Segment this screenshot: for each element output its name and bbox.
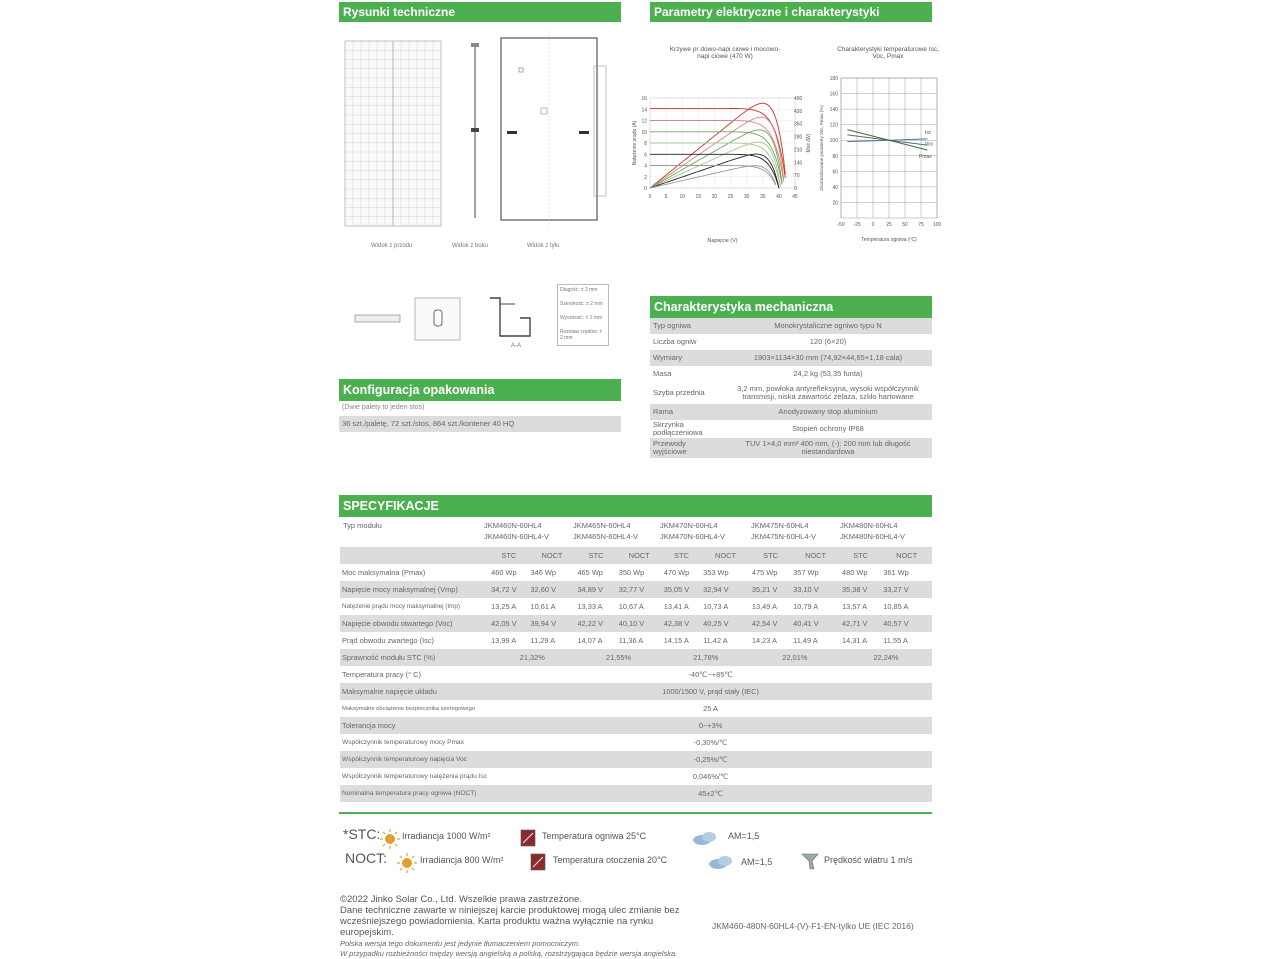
model-5-variant: JKM480N-60HL4-V (840, 532, 906, 541)
model-3-variant: JKM470N-60HL4-V (660, 532, 726, 541)
module-type-label: Typ modułu (343, 521, 382, 530)
iv-x-tick: 10 (679, 194, 686, 200)
spec-common-row (340, 751, 932, 768)
specs-header-text: SPECYFIKACJE (343, 499, 439, 513)
tolerances-box (557, 284, 609, 346)
iv-y2-tick: 70 (794, 173, 800, 180)
iv-y-tick: 8 (644, 141, 647, 147)
wind-icon (800, 851, 820, 871)
model-2-variant: JKM465N-60HL4-V (573, 532, 639, 541)
mech-row (650, 420, 932, 438)
temp-y-tick: 120 (829, 122, 838, 129)
spec-value: 40,25 V (703, 619, 729, 628)
iv-y-tick: 16 (641, 96, 647, 102)
mech-label: Szyba przednia (653, 388, 705, 397)
model-5 (840, 520, 905, 542)
iv-chart (630, 88, 812, 248)
iv-y2-tick: 0 (794, 186, 797, 192)
iv-x-tick: 35 (759, 194, 766, 200)
model-2 (573, 520, 638, 542)
efficiency-value: 21,55% (606, 653, 632, 662)
iv-y2-tick: 420 (794, 108, 803, 115)
stc-air-mass: AM=1,5 (728, 831, 760, 841)
noct-label: NOCT (541, 551, 563, 560)
temp-x-tick: 0 (871, 222, 875, 228)
spec-value: 10,79 A (793, 602, 819, 611)
iv-y-tick: 12 (641, 118, 647, 125)
ambient-temperature-icon (530, 853, 546, 871)
spec-value: 470 Wp (663, 568, 690, 577)
spec-value: 13,57 A (841, 602, 868, 611)
spec-value: 11,55 A (883, 636, 908, 645)
iv-y2-tick: 490 (794, 96, 803, 102)
tolerance-width: Szerokość: ± 2 mm (560, 301, 603, 307)
spec-value: 480 Wp (841, 568, 868, 577)
noct-label: NOCT (805, 551, 827, 560)
tolerance-length: Długość: ± 2 mm (560, 287, 598, 293)
sun-icon (397, 853, 417, 873)
packaging-header (339, 379, 621, 401)
iv-y2-tick: 140 (794, 160, 803, 167)
spec-value: 40,41 V (793, 619, 819, 628)
spec-common-value: -0,30%/℃ (693, 738, 728, 747)
noct-conditions-label: NOCT: (345, 850, 387, 866)
noct-label: NOCT (628, 551, 650, 560)
cloud-icon (706, 853, 736, 871)
drawings-header (339, 2, 621, 22)
model-1 (484, 520, 549, 542)
stc-irradiance: Irradiancja 1000 W/m² (402, 831, 491, 841)
temp-x-tick: 25 (886, 222, 892, 228)
iv-x-tick: 45 (792, 194, 798, 200)
spec-value: 13,33 A (577, 602, 603, 611)
spec-value: 33,10 V (793, 585, 819, 594)
mech-value: TUV 1×4,0 mm² 400 mm, (-): 200 mm lub długość niestandardowa (745, 439, 911, 456)
model-2-name: JKM465N-60HL4 (573, 521, 631, 530)
spec-value: 460 Wp (491, 568, 517, 577)
mech-row (650, 438, 932, 458)
noct-air-mass: AM=1,5 (741, 857, 773, 867)
spec-value: 14,31 A (841, 636, 868, 645)
side-view-caption: Widok z boku (452, 243, 489, 249)
noct-label: NOCT (715, 551, 736, 560)
iv-y-tick: 10 (641, 129, 647, 136)
spec-value: 13,49 A (751, 602, 777, 611)
temp-legend-voc: Voc (925, 141, 934, 148)
efficiency-row (340, 649, 932, 666)
spec-value: 10,61 A (530, 602, 556, 611)
spec-common-value: 0~+3% (698, 721, 723, 730)
spec-common-row (340, 700, 932, 717)
temp-x-tick: -50 (837, 222, 845, 228)
packaging-header-text: Konfiguracja opakowania (343, 383, 495, 397)
efficiency-label: Sprawność modułu STC (%) (342, 653, 436, 662)
spec-value: 350 Wp (618, 568, 645, 577)
mech-row (650, 334, 932, 350)
spec-common-label: Współczynnik temperaturowy napięcia Voc (342, 756, 467, 763)
iv-x-label: Napięcie (V) (707, 238, 738, 244)
model-4-name: JKM475N-60HL4 (751, 521, 809, 530)
iv-y2-tick: 210 (794, 147, 803, 154)
spec-value: 361 Wp (883, 568, 909, 577)
translation-note-1: Polska wersja tego dokumentu jest jedynie tłumaczeniem pomocniczym. (340, 939, 581, 948)
temp-x-tick: 100 (932, 222, 942, 228)
temp-y-tick: 60 (832, 169, 838, 176)
stc-cell-temperature: Temperatura ogniwa 25°C (542, 831, 647, 841)
model-3 (660, 520, 725, 542)
stc-label: STC (763, 551, 778, 560)
temp-legend-isc: Isc (925, 130, 932, 136)
specs-bottom-rule (339, 812, 932, 814)
spec-value: 34,72 V (491, 585, 517, 594)
specs-header (339, 495, 932, 517)
iv-y-label: Natężenie prądu (A) (632, 120, 638, 166)
iv-y-tick: 2 (644, 174, 647, 181)
stc-label: STC (674, 551, 689, 560)
spec-common-row (340, 683, 932, 700)
temp-y-tick: 40 (832, 184, 838, 191)
spec-common-label: Współczynnik temperaturowy natężenia prądu Isc (342, 773, 488, 780)
spec-common-value: 0,046%/℃ (692, 772, 729, 781)
model-1-variant: JKM460N-60HL4-V (484, 532, 550, 541)
mech-label: Liczba ogniw (653, 337, 697, 346)
spec-row (340, 632, 932, 649)
spec-value: 475 Wp (751, 568, 778, 577)
spec-common-label: Współczynnik temperaturowy mocy Pmax (342, 739, 465, 746)
packaging-value: 36 szt./paletę, 72 szt./stos, 864 szt./kontener 40 HQ (339, 416, 621, 432)
packaging-note: (Dwie palety to jeden stos) (342, 404, 425, 411)
spec-value: 34,89 V (577, 585, 603, 594)
mechanical-header-text: Charakterystyka mechaniczna (654, 300, 834, 314)
drawings-header-text: Rysunki techniczne (343, 5, 456, 19)
sun-icon (380, 829, 400, 849)
spec-value: 11,42 A (703, 636, 728, 645)
spec-value: 13,41 A (663, 602, 689, 611)
stc-label: STC (501, 551, 517, 560)
spec-common-label: Maksymalne obciążenie bezpiecznika szeregowego (342, 705, 476, 712)
model-5-name: JKM480N-60HL4 (840, 521, 898, 530)
spec-common-row (340, 785, 932, 802)
spec-value: 40,10 V (618, 619, 645, 628)
spec-value: 465 Wp (577, 568, 603, 577)
spec-value: 353 Wp (703, 568, 729, 577)
stc-label: STC (588, 551, 604, 560)
spec-common-row (340, 666, 932, 683)
spec-value: 357 Wp (793, 568, 819, 577)
iv-y-tick: 6 (644, 152, 647, 159)
spec-value: 32,77 V (618, 585, 645, 594)
spec-common-row (340, 768, 932, 785)
mech-label: Masa (653, 369, 672, 378)
temp-y-tick: 20 (832, 200, 838, 207)
electrical-header (650, 2, 932, 39)
mech-value: 3,2 mm, powłoka antyrefleksyjna, wysoki współczynnik transmisji, niska zawartość żelaza, szkło hartowane (737, 384, 919, 401)
model-3-name: JKM470N-60HL4 (660, 521, 718, 530)
stc-conditions-label: *STC: (343, 826, 381, 842)
stc-label: STC (853, 551, 868, 560)
mech-value: 1903×1134×30 mm (74,92×44,65×1,18 cala) (753, 353, 903, 362)
spec-row-label: Moc maksymalna (Pmax) (342, 568, 426, 577)
temp-y-tick: 140 (829, 107, 838, 114)
spec-value: 346 Wp (530, 568, 556, 577)
spec-common-value: -40℃~+85℃ (688, 670, 733, 679)
temp-y-tick: 80 (832, 153, 838, 160)
iv-x-tick: 40 (776, 194, 782, 200)
mech-value: Anodyzowany stop aluminium (778, 407, 878, 416)
spec-value: 42,71 V (841, 619, 868, 628)
efficiency-value: 22,01% (782, 653, 808, 662)
spec-value: 10,85 A (883, 602, 909, 611)
temp-legend-pmax: Pmax (919, 154, 932, 161)
spec-value: 11,36 A (618, 636, 644, 645)
spec-common-label: Maksymalne napięcie układu (342, 687, 437, 696)
efficiency-value: 21,32% (519, 653, 545, 662)
spec-common-row (340, 717, 932, 734)
electrical-header-text: Parametry elektryczne i charakterystyki temperaturowe (654, 5, 880, 39)
iv-y-tick: 4 (644, 163, 647, 170)
back-view-drawing (501, 31, 606, 228)
mech-value: 120 (6×20) (809, 337, 847, 346)
iv-x-tick: 0 (648, 194, 652, 200)
spec-value: 32,94 V (703, 585, 729, 594)
noct-ambient-temperature: Temperatura otoczenia 20°C (553, 855, 668, 865)
mech-value: 24,2 kg (53,35 funta) (793, 369, 863, 378)
spec-common-label: Tolerancja mocy (342, 721, 396, 730)
mech-label: Rama (653, 407, 674, 416)
spec-common-label: Temperatura pracy (° C) (342, 670, 421, 679)
spec-value: 35,05 V (663, 585, 690, 594)
spec-value: 11,49 A (793, 636, 818, 645)
temp-y-label: Znormalizowane parametry Voc, Pmax (%) (819, 105, 824, 191)
iv-y-tick: 0 (644, 186, 647, 192)
temp-x-tick: -25 (853, 222, 861, 228)
model-4 (751, 520, 816, 542)
mech-label: Skrzynka podłączeniowa (653, 420, 703, 437)
copyright: ©2022 Jinko Solar Co., Ltd. Wszelkie prawa zastrzeżone. (340, 894, 582, 905)
mech-value: Monokrystaliczne ogniwo typu N (774, 321, 882, 330)
mech-label: Typ ogniwa (653, 321, 691, 330)
spec-value: 39,94 V (530, 619, 556, 628)
temp-chart-title: Charakterystyki temperaturowe Isc, Voc, Pmax (837, 46, 939, 60)
noct-irradiance: Irradiancja 800 W/m² (420, 855, 504, 865)
spec-row-label: Natężenie prądu mocy maksymalnej (Imp) (342, 603, 460, 610)
spec-value: 40,57 V (883, 619, 909, 628)
tolerance-height: Wysokość: ± 1 mm (560, 315, 603, 321)
temp-x-label: Temperatura ogniwa (ºC) (861, 237, 917, 243)
iv-x-tick: 30 (743, 194, 750, 200)
temperature-chart (813, 70, 941, 246)
iv-x-tick: 15 (695, 194, 702, 200)
temp-x-tick: 75 (918, 222, 924, 228)
spec-value: 33,27 V (883, 585, 909, 594)
temp-y-tick: 160 (829, 91, 838, 98)
mech-label: Wymiary (653, 353, 683, 362)
iv-y2-tick: 350 (794, 121, 803, 128)
iv-chart-title: Krzywe pr dowo-napi ciowe i mocowo-napi ciowe (470 W) (669, 46, 781, 60)
spec-common-value: -0,25%/℃ (693, 755, 728, 764)
mech-row (650, 404, 932, 420)
mech-label: Przewody wyjściowe (653, 439, 687, 456)
spec-value: 11,29 A (530, 636, 556, 645)
section-label: A-A (511, 343, 522, 349)
change-notice: Dane techniczne zawarte w niniejszej karcie produktowej mogą ulec zmianie bez wcześniejszego powiadomienia. Karta produktu ważna wyłącznie na rynku europejskim. (340, 905, 680, 938)
tolerance-row-spacing: Rozstaw rzędów: ± 2 mm (560, 329, 603, 341)
spec-value: 42,54 V (751, 619, 778, 628)
back-view-caption: Widok z tyłu (527, 243, 560, 249)
mech-row (650, 350, 932, 366)
spec-value: 35,38 V (841, 585, 868, 594)
spec-row-label: Napięcie mocy maksymalnej (Vmp) (342, 585, 458, 594)
mechanical-header (650, 296, 932, 318)
mechanical-table (650, 318, 932, 458)
front-view-caption: Widok z przodu (371, 243, 413, 249)
spec-value: 42,22 V (577, 619, 603, 628)
model-1-name: JKM460N-60HL4 (484, 521, 542, 530)
technical-drawing-views (339, 28, 621, 260)
cell-temperature-icon (520, 829, 536, 847)
efficiency-value: 22,24% (873, 653, 899, 662)
mech-row (650, 318, 932, 334)
translation-note-2: W przypadku rozbieżności między wersją angielską a polską, rozstrzygająca będzie wersja angielska. (340, 949, 678, 958)
mech-value: Stopień ochrony IP68 (792, 424, 864, 433)
noct-wind-speed: Prędkość wiatru 1 m/s (824, 855, 913, 865)
spec-value: 10,67 A (618, 602, 644, 611)
spec-row-label: Napięcie obwodu otwartego (Voc) (342, 619, 453, 628)
spec-row (340, 615, 932, 632)
spec-row (340, 564, 932, 581)
mech-row (650, 382, 932, 404)
spec-value: 42,05 V (491, 619, 517, 628)
iv-x-tick: 25 (727, 194, 734, 200)
spec-value: 13,99 A (491, 636, 517, 645)
specs-table (340, 547, 932, 802)
iv-y2-label: Moc (W) (806, 133, 812, 153)
spec-value: 14,07 A (577, 636, 603, 645)
front-view-drawing (345, 41, 441, 226)
spec-row-label: Prąd obwodu zwartego (Isc) (342, 636, 435, 645)
temp-y-tick: 180 (829, 76, 838, 82)
stc-noct-row (340, 547, 932, 564)
spec-common-value: 45±2℃ (698, 789, 723, 798)
iv-y-tick: 14 (641, 107, 647, 114)
iv-y2-tick: 280 (794, 134, 803, 141)
efficiency-value: 21,78% (693, 653, 719, 662)
spec-value: 42,38 V (663, 619, 690, 628)
spec-common-label: Nominalna temperatura pracy ogniwa (NOCT) (342, 790, 477, 797)
noct-label: NOCT (896, 551, 918, 560)
spec-value: 14,23 A (751, 636, 777, 645)
model-4-variant: JKM475N-60HL4-V (751, 532, 817, 541)
temp-y-tick: 100 (829, 138, 838, 145)
spec-value: 14,15 A (663, 636, 689, 645)
cloud-icon (690, 829, 720, 847)
spec-value: 13,25 A (491, 602, 517, 611)
spec-row (340, 598, 932, 615)
spec-value: 10,73 A (703, 602, 729, 611)
document-code: JKM460-480N-60HL4-(V)-F1-EN-tylko UE (IEC 2016) (712, 921, 914, 931)
side-view-drawing (471, 43, 479, 218)
spec-common-value: 1000/1500 V, prąd stały (IEC) (662, 687, 759, 696)
spec-common-value: 25 A (703, 704, 718, 713)
mech-row (650, 366, 932, 382)
spec-value: 35,21 V (751, 585, 778, 594)
iv-x-tick: 20 (711, 194, 718, 200)
spec-value: 32,60 V (530, 585, 556, 594)
iv-x-tick: 5 (664, 194, 668, 200)
temp-x-tick: 50 (902, 222, 908, 228)
spec-row (340, 581, 932, 598)
spec-common-row (340, 734, 932, 751)
